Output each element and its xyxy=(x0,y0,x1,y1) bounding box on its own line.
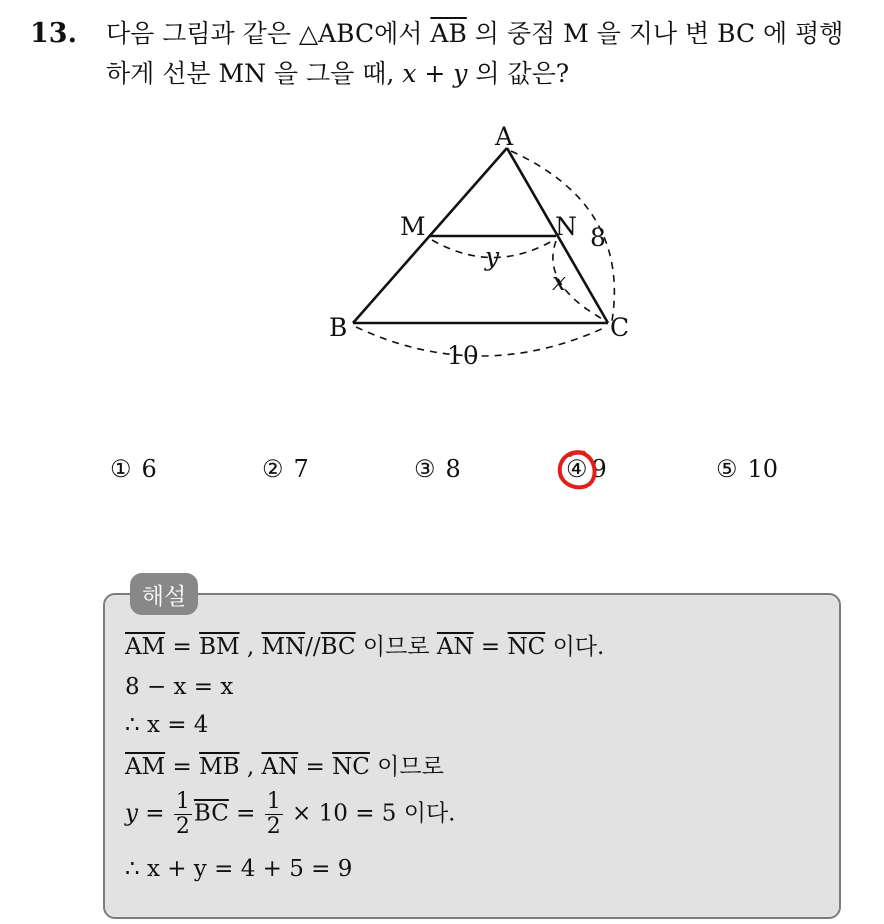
label-n: N xyxy=(555,212,577,241)
label-a: A xyxy=(495,122,514,151)
fraction-half-2: $\frac{1}{2}$ xyxy=(266,789,281,839)
question-number: 13. xyxy=(30,18,77,49)
choice-1[interactable]: ① 6 xyxy=(110,455,157,483)
solution-line-1: $\overline{AM} = \overline{BM}$ , $\overline{MN}//\overline{BC}$ 이므로 $\overline{AN} = \overline{NC}$ 이다. xyxy=(125,634,605,660)
solution-line-3: ∴ x = 4 xyxy=(125,712,209,738)
label-m: M xyxy=(400,212,426,241)
label-var-x: x xyxy=(552,267,567,296)
choice-4[interactable]: ④ 9 xyxy=(566,455,607,483)
label-var-y: y xyxy=(485,242,500,271)
solution-line-4: $\overline{AM} = \overline{MB}$ , $\overline{AN} = \overline{NC}$ 이므로 xyxy=(125,754,444,780)
selected-answer-mark xyxy=(554,447,600,493)
question-line-2: 하게 선분 MN 을 그을 때, x + y 의 값은? xyxy=(106,59,570,88)
choice-3[interactable]: ③ 8 xyxy=(414,455,461,483)
label-c: C xyxy=(610,313,630,342)
solution-line-2: 8 − x = x xyxy=(125,674,234,700)
label-length-bc: 10 xyxy=(447,341,479,370)
solution-line-6: ∴ x + y = 4 + 5 = 9 xyxy=(125,856,353,882)
label-length-ac: 8 xyxy=(590,223,606,252)
choice-2[interactable]: ② 7 xyxy=(262,455,309,483)
question-line-1: 다음 그림과 같은 △ABC에서 $\overline{AB}$ 의 중점 M 을 지나 변 BC 에 평행 xyxy=(106,19,844,48)
dashed-arc-bc xyxy=(356,327,606,356)
triangle-figure xyxy=(320,115,640,380)
solution-tab: 해설 xyxy=(130,573,198,615)
label-b: B xyxy=(329,313,348,342)
solution-line-5: y = $\frac{1}{2}$ $\overline{BC}$ = $\frac{1}{2}$ × 10 = 5 이다. xyxy=(125,789,456,839)
question-text xyxy=(106,14,876,94)
segment-ab: $\overline{AB}$ xyxy=(430,19,467,48)
answer-choices xyxy=(0,455,884,495)
choice-5[interactable]: ⑤ 10 xyxy=(716,455,779,483)
fraction-half-1: $\frac{1}{2}$ xyxy=(175,789,190,839)
